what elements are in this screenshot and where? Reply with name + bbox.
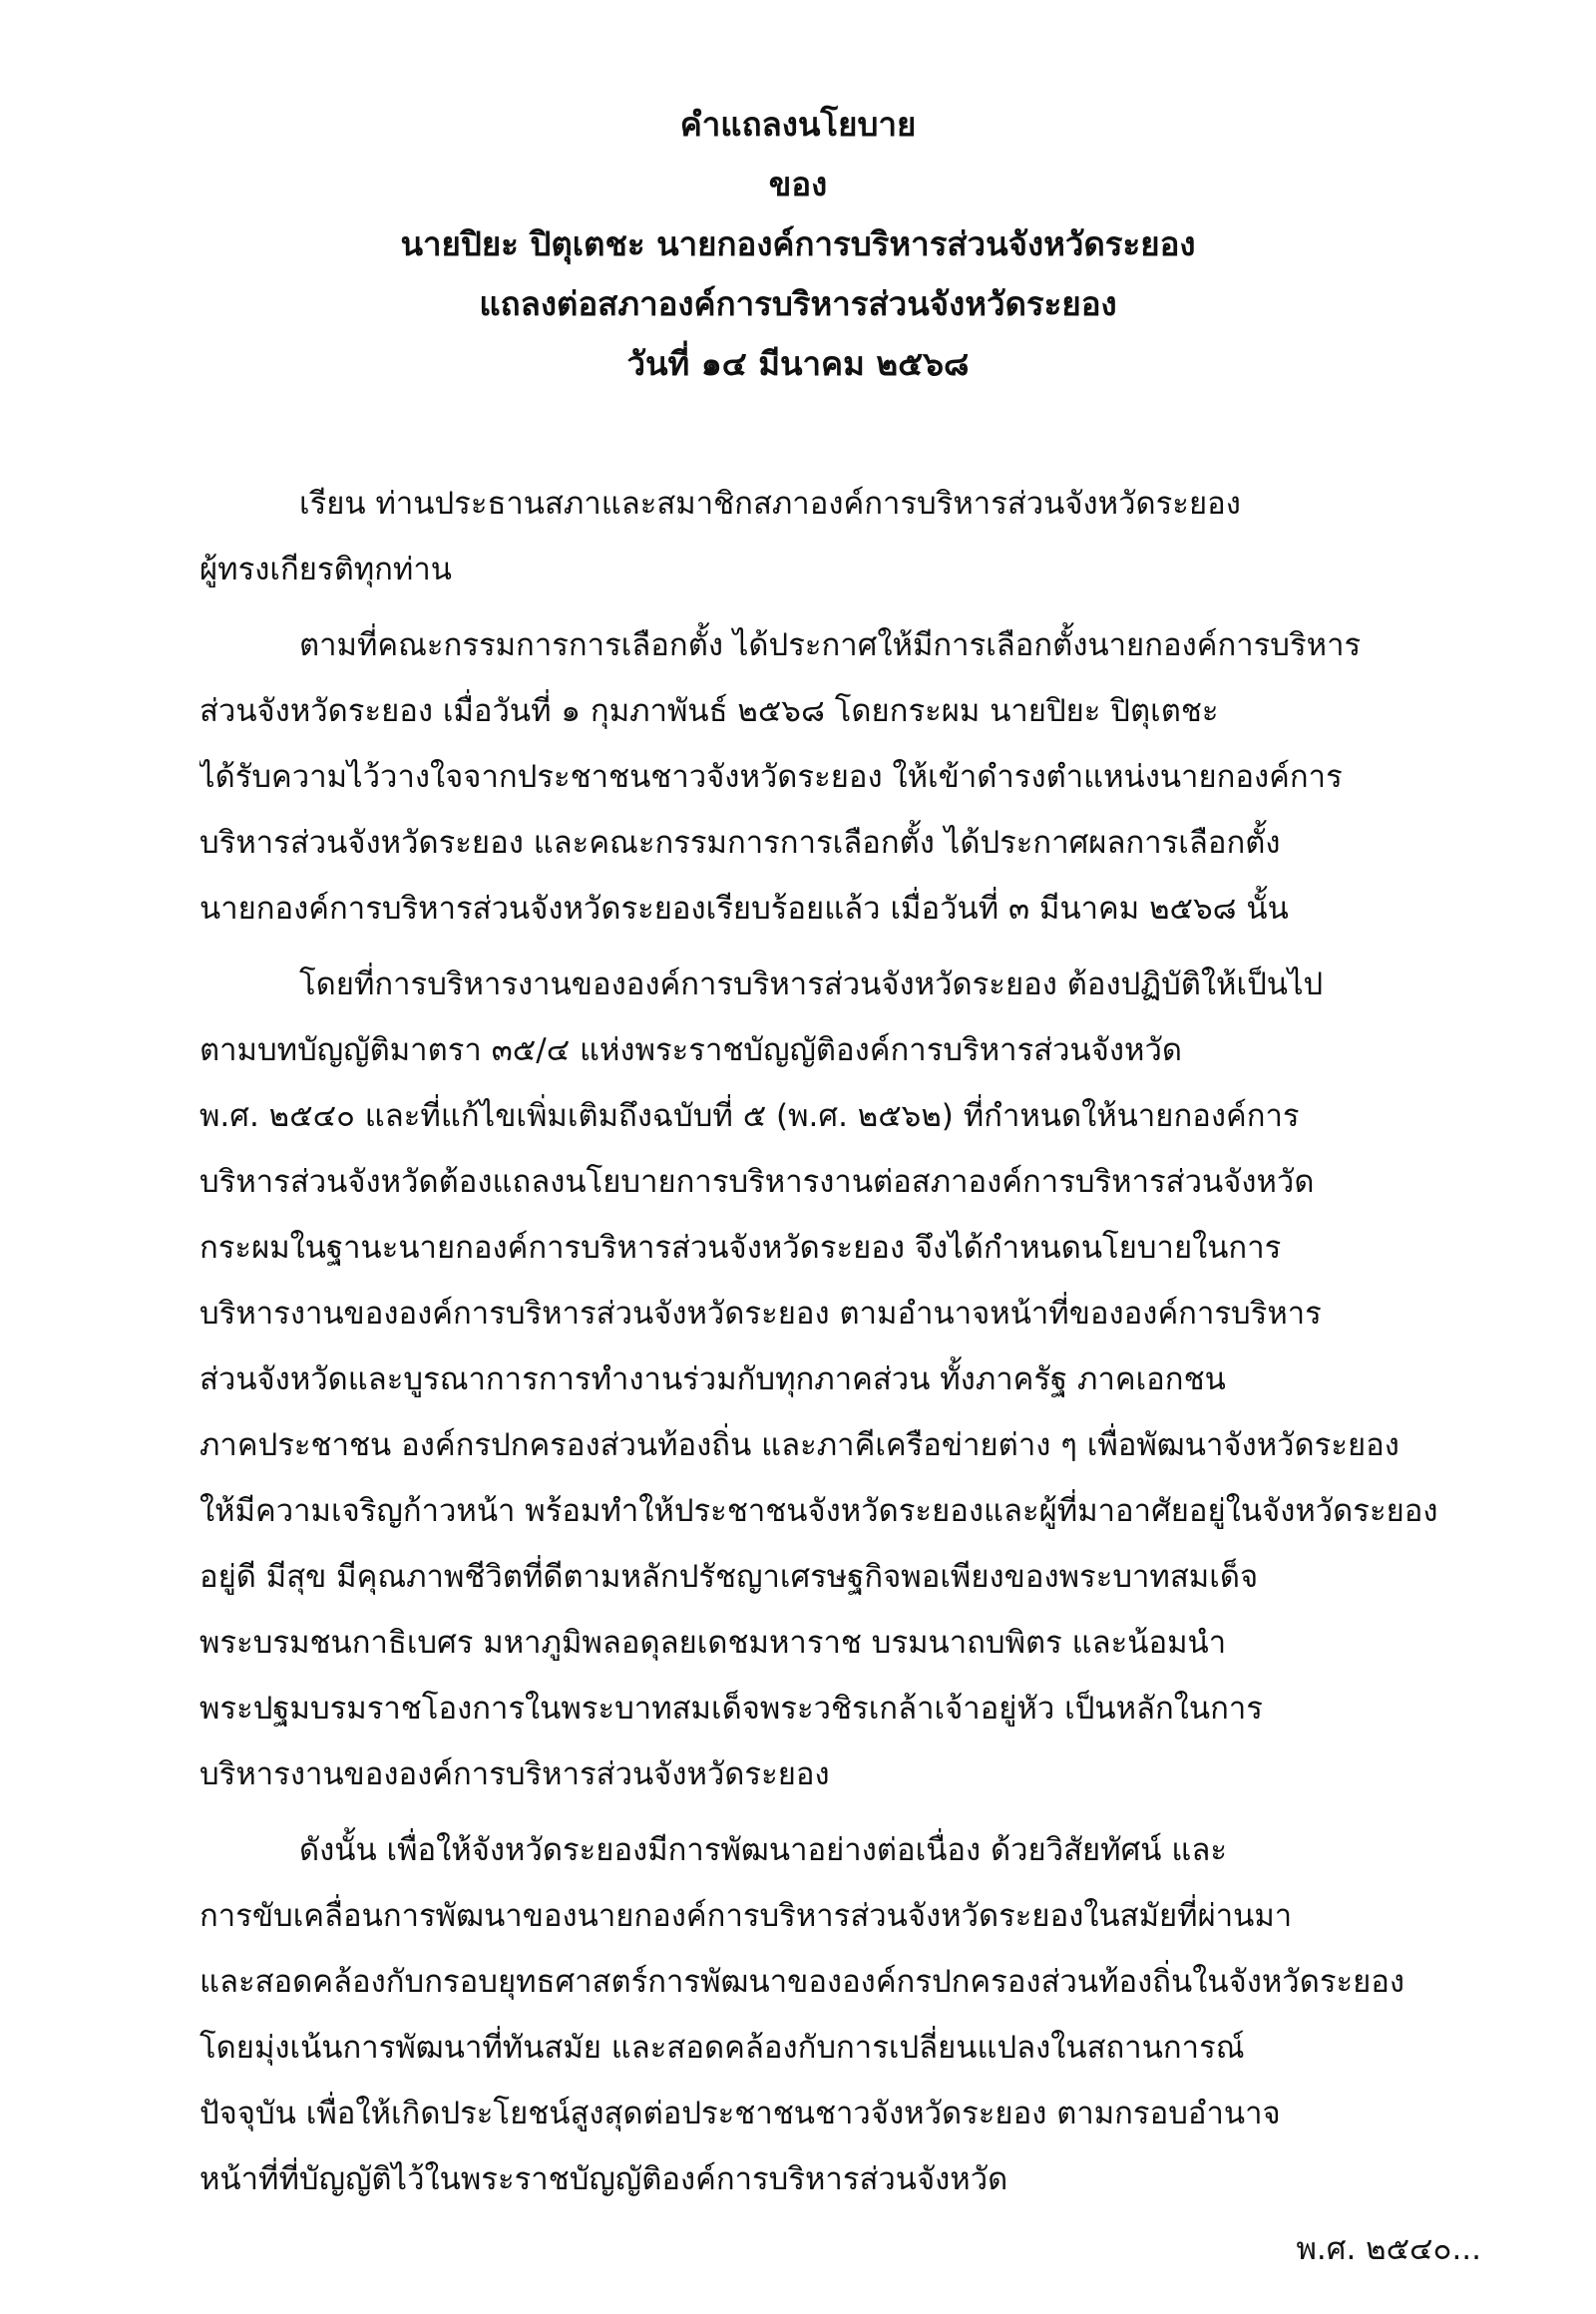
paragraph-line: อยู่ดี มีสุข มีคุณภาพชีวิตที่ดีตามหลักปรัชญาเศรษฐกิจพอเพียงของพระบาทสมเด็จ [200,1559,1259,1595]
heading-date: วันที่ ๑๔ มีนาคม ๒๕๖๘ [626,344,970,383]
paragraph-3 [200,1817,1496,2212]
paragraph-line: บริหารงานขององค์การบริหารส่วนจังหวัดระยอง ตามอำนาจหน้าที่ขององค์การบริหาร [200,1296,1322,1332]
paragraph-line: นายกองค์การบริหารส่วนจังหวัดระยองเรียบร้อยแล้ว เมื่อวันที่ ๓ มีนาคม ๒๕๖๘ นั้น [200,891,1289,927]
paragraph-line: โดยที่การบริหารงานขององค์การบริหารส่วนจังหวัดระยอง ต้องปฏิบัติให้เป็นไป [299,966,1324,1002]
paragraph-line: บริหารส่วนจังหวัดต้องแถลงนโยบายการบริหารงานต่อสภาองค์การบริหารส่วนจังหวัด [200,1164,1315,1200]
paragraph-line: หน้าที่ที่บัญญัติไว้ในพระราชบัญญัติองค์การบริหารส่วนจังหวัด [200,2161,1008,2197]
paragraph-line: การขับเคลื่อนการพัฒนาของนายกองค์การบริหารส่วนจังหวัดระยองในสมัยที่ผ่านมา [200,1898,1293,1934]
paragraph-line: ดังนั้น เพื่อให้จังหวัดระยองมีการพัฒนาอย่างต่อเนื่อง ด้วยวิสัยทัศน์ และ [299,1832,1227,1868]
paragraph-line: ภาคประชาชน องค์กรปกครองส่วนท้องถิ่น และภาคีเครือข่ายต่าง ๆ เพื่อพัฒนาจังหวัดระยอง [200,1427,1399,1463]
salutation-line: ผู้ทรงเกียรติทุกท่าน [200,552,452,587]
heading-audience: แถลงต่อสภาองค์การบริหารส่วนจังหวัดระยอง [479,284,1117,323]
paragraph-line: ปัจจุบัน เพื่อให้เกิดประโยชน์สูงสุดต่อประชาชนชาวจังหวัดระยอง ตามกรอบอำนาจ [200,2096,1281,2131]
paragraph-line: ได้รับความไว้วางใจจากประชาชนชาวจังหวัดระยอง ให้เข้าดำรงตำแหน่งนายกองค์การ [200,759,1343,795]
paragraph-2 [200,952,1496,1807]
heading-of: ของ [768,165,828,203]
paragraph-line: พ.ศ. ๒๕๔๐ และที่แก้ไขเพิ่มเติมถึงฉบับที่ ๕ (พ.ศ. ๒๕๖๒) ที่กำหนดให้นายกองค์การ [200,1098,1300,1134]
paragraph-line: พระปฐมบรมราชโองการในพระบาทสมเด็จพระวชิรเกล้าเจ้าอยู่หัว เป็นหลักในการ [200,1691,1263,1727]
paragraph-line: ให้มีความเจริญก้าวหน้า พร้อมทำให้ประชาชนจังหวัดระยองและผู้ที่มาอาศัยอยู่ในจังหวัดระยอง [200,1493,1438,1529]
paragraph-line: บริหารงานขององค์การบริหารส่วนจังหวัดระยอง [200,1756,830,1792]
paragraph-line: ตามบทบัญญัติมาตรา ๓๕/๔ แห่งพระราชบัญญัติองค์การบริหารส่วนจังหวัด [200,1032,1182,1068]
paragraph-line: และสอดคล้องกับกรอบยุทธศาสตร์การพัฒนาขององค์กรปกครองส่วนท้องถิ่นในจังหวัดระยอง [200,1964,1405,2000]
paragraph-line: ส่วนจังหวัดระยอง เมื่อวันที่ ๑ กุมภาพันธ์ ๒๕๖๘ โดยกระผม นายปิยะ ปิตุเตชะ [200,693,1219,729]
paragraph-line: ส่วนจังหวัดและบูรณาการการทำงานร่วมกับทุกภาคส่วน ทั้งภาครัฐ ภาคเอกชน [200,1361,1226,1397]
paragraph-1 [200,612,1496,942]
heading-speaker: นายปิยะ ปิตุเตชะ นายกองค์การบริหารส่วนจังหวัดระยอง [400,224,1196,263]
paragraph-line: ตามที่คณะกรรมการการเลือกตั้ง ได้ประกาศให้มีการเลือกตั้งนายกองค์การบริหาร [299,627,1362,663]
page-continuation-note: พ.ศ. ๒๕๔๐... [1296,2231,1481,2267]
salutation-line: เรียน ท่านประธานสภาและสมาชิกสภาองค์การบริหารส่วนจังหวัดระยอง [299,486,1241,522]
document-heading [0,95,1596,394]
salutation [200,471,1496,602]
paragraph-line: บริหารส่วนจังหวัดระยอง และคณะกรรมการการเลือกตั้ง ได้ประกาศผลการเลือกตั้ง [200,825,1281,861]
document-body [200,471,1496,2212]
heading-title: คำแถลงนโยบาย [679,105,917,144]
paragraph-line: โดยมุ่งเน้นการพัฒนาที่ทันสมัย และสอดคล้องกับการเปลี่ยนแปลงในสถานการณ์ [200,2030,1245,2066]
paragraph-line: พระบรมชนกาธิเบศร มหาภูมิพลอดุลยเดชมหาราช บรมนาถบพิตร และน้อมนำ [200,1625,1227,1661]
paragraph-line: กระผมในฐานะนายกองค์การบริหารส่วนจังหวัดระยอง จึงได้กำหนดนโยบายในการ [200,1230,1282,1266]
